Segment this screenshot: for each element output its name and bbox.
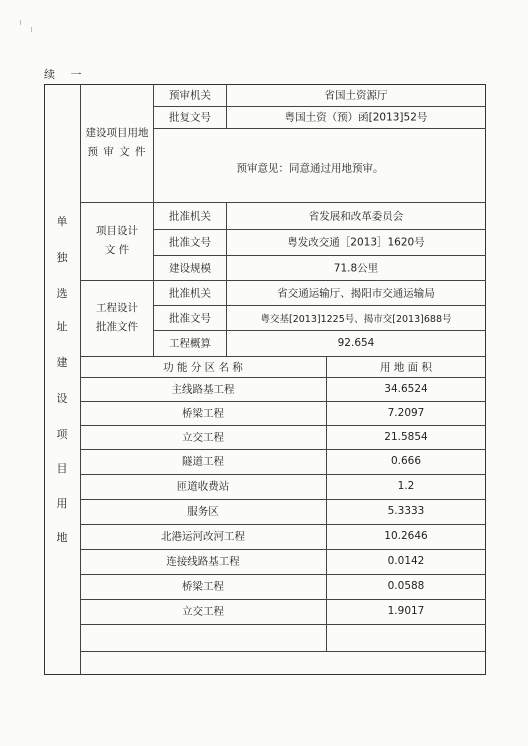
field-label: 批复文号 xyxy=(169,111,211,124)
group-label-line: 工程设计 xyxy=(96,302,138,314)
row-line xyxy=(80,280,486,281)
field-label: 批准机关 xyxy=(169,287,211,300)
land-use-zone-name: 立交工程 xyxy=(182,431,224,444)
land-use-area: 34.6524 xyxy=(384,383,428,395)
scan-mark xyxy=(31,27,32,32)
preapproval-opinion: 预审意见：同意通过用地预审。 xyxy=(236,162,384,175)
field-label: 批准文号 xyxy=(169,312,211,325)
row-line xyxy=(80,599,486,600)
field-value: 71.8公里 xyxy=(333,262,379,275)
land-use-zone-name: 隧道工程 xyxy=(182,455,224,468)
group-label-line: 文 件 xyxy=(104,244,130,256)
row-line xyxy=(153,255,486,256)
field-value: 省交通运输厅、揭阳市交通运输局 xyxy=(277,287,435,300)
land-use-zone-name: 桥梁工程 xyxy=(182,580,224,593)
land-use-area: 0.0142 xyxy=(387,555,425,567)
land-use-zone-name: 匝道收费站 xyxy=(176,480,230,493)
land-use-area: 1.2 xyxy=(397,480,415,492)
field-value: 粤发改交通［2013］1620号 xyxy=(287,236,425,249)
row-line xyxy=(153,106,486,107)
row-line xyxy=(153,330,486,331)
row-line xyxy=(80,549,486,550)
vertical-label-char: 目 xyxy=(56,462,68,475)
land-use-area: 10.2646 xyxy=(384,530,428,542)
vertical-label-char: 项 xyxy=(56,428,68,441)
vertical-label-char: 址 xyxy=(56,320,68,333)
group-label-line: 建设项目用地 xyxy=(85,127,149,139)
row-line xyxy=(80,474,486,475)
field-value: 粤交基[2013]1225号、揭市交[2013]688号 xyxy=(260,314,452,325)
land-use-header-zone: 功 能 分 区 名 称 xyxy=(163,361,243,374)
land-use-area: 21.5854 xyxy=(384,431,428,443)
divider xyxy=(226,202,227,356)
continued-label: 续 一 xyxy=(44,68,88,81)
field-label: 预审机关 xyxy=(169,89,211,102)
vertical-label-char: 用 xyxy=(56,497,68,510)
field-label: 批准机关 xyxy=(169,210,211,223)
row-line xyxy=(80,524,486,525)
field-label: 批准文号 xyxy=(169,236,211,249)
land-use-zone-name: 连接线路基工程 xyxy=(166,555,240,568)
row-line xyxy=(80,651,486,652)
row-line xyxy=(80,574,486,575)
land-use-zone-name: 立交工程 xyxy=(182,605,224,618)
field-label: 建设规模 xyxy=(169,262,211,275)
row-line xyxy=(80,425,486,426)
vertical-label-char: 建 xyxy=(56,356,68,369)
scan-mark xyxy=(20,20,21,25)
group-label-line: 预 审 文 件 xyxy=(87,146,147,158)
project-design-group-label xyxy=(96,222,138,260)
row-line xyxy=(80,377,486,378)
row-line xyxy=(80,449,486,450)
group-label-line: 批准文件 xyxy=(96,321,138,333)
vertical-label-char: 独 xyxy=(56,251,68,264)
divider xyxy=(153,84,154,356)
land-use-area: 7.2097 xyxy=(387,407,425,419)
vertical-label-char: 单 xyxy=(56,215,68,228)
row-line xyxy=(80,356,486,357)
group-label-line: 项目设计 xyxy=(96,225,138,237)
field-value: 92.654 xyxy=(337,337,375,349)
land-use-header-area: 用 地 面 积 xyxy=(379,361,433,374)
preapproval-group-label xyxy=(86,124,149,162)
divider xyxy=(80,84,81,675)
row-line xyxy=(80,202,486,203)
land-use-area: 1.9017 xyxy=(387,605,425,617)
row-line xyxy=(80,401,486,402)
field-value: 省国土资源厅 xyxy=(324,89,388,102)
land-use-zone-name: 北港运河改河工程 xyxy=(161,530,245,543)
land-use-zone-name: 桥梁工程 xyxy=(182,407,224,420)
engineering-design-group-label xyxy=(96,299,138,337)
land-use-area: 0.0588 xyxy=(387,580,425,592)
vertical-label-char: 选 xyxy=(56,287,68,300)
vertical-label-char: 设 xyxy=(56,392,68,405)
row-line xyxy=(153,128,486,129)
land-use-zone-name: 服务区 xyxy=(187,505,219,518)
row-line xyxy=(153,229,486,230)
row-line xyxy=(80,624,486,625)
land-use-area: 0.666 xyxy=(390,455,422,467)
vertical-label-char: 地 xyxy=(56,531,68,544)
row-line xyxy=(80,499,486,500)
land-use-zone-name: 主线路基工程 xyxy=(171,383,235,396)
land-use-area: 5.3333 xyxy=(387,505,425,517)
field-value: 省发展和改革委员会 xyxy=(308,210,404,223)
field-label: 工程概算 xyxy=(169,337,211,350)
row-line xyxy=(153,305,486,306)
field-value: 粤国土资（预）函[2013]52号 xyxy=(284,111,428,124)
